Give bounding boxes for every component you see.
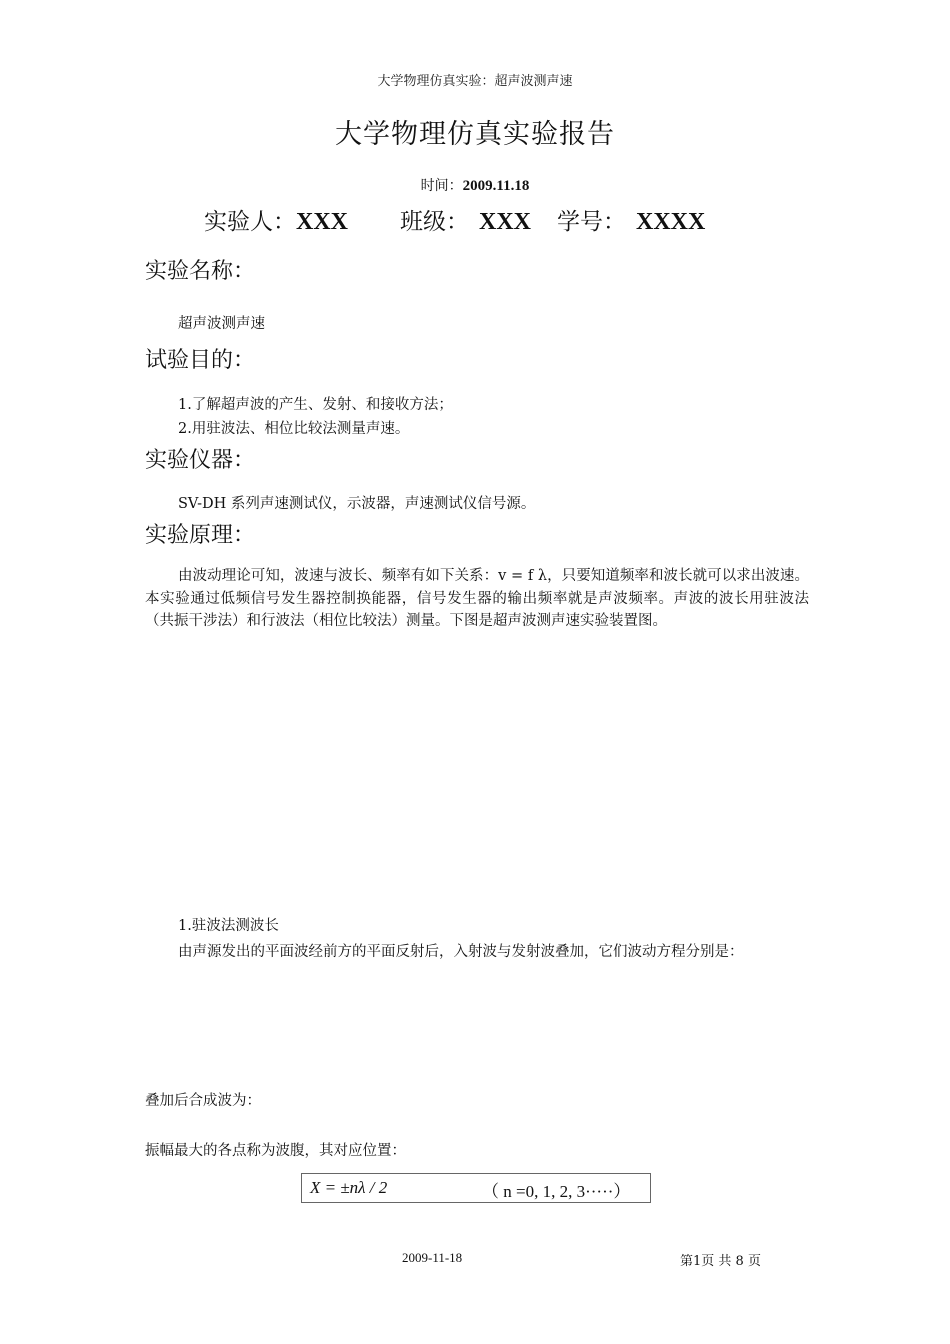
purpose-item-2: 2.用驻波法、相位比较法测量声速。 xyxy=(178,421,410,437)
section-heading-name: 实验名称： xyxy=(145,259,256,284)
class-label: 班级： xyxy=(400,209,469,235)
experiment-name-text: 超声波测声速 xyxy=(178,316,265,332)
footer-page-number: 第1页 共 8 页 xyxy=(680,1254,761,1269)
instruments-text: SV-DH 系列声速测试仪，示波器，声速测试仪信号源。 xyxy=(178,496,536,512)
antinode-formula-range: （ n =0, 1, 2, 3·····） xyxy=(482,1182,631,1201)
section-heading-instruments: 实验仪器： xyxy=(145,448,256,473)
standing-wave-subheading: 1.驻波法测波长 xyxy=(178,918,279,934)
report-date-line xyxy=(0,175,950,195)
antinode-formula-box xyxy=(301,1173,651,1203)
principle-paragraph: 由波动理论可知，波速与波长、频率有如下关系：v = f λ，只要知道频率和波长就可以求出波速。本实验通过低频信号发生器控制换能器，信号发生器的输出频率就是声波频率。声波的波长用驻波法（共振干涉法）和行波法（相位比较法）测量。下图是超声波测声速实验装置图。 xyxy=(145,568,809,630)
purpose-item-1: 1.了解超声波的产生、发射、和接收方法； xyxy=(178,397,453,413)
student-id-label: 学号： xyxy=(557,209,626,235)
report-title: 大学物理仿真实验报告 xyxy=(335,119,615,150)
superposition-text: 叠加后合成波为： xyxy=(145,1093,261,1109)
time-label: 时间： xyxy=(420,178,463,194)
time-value: 2009.11.18 xyxy=(462,178,530,194)
antinode-formula: X = ±nλ / 2 xyxy=(310,1178,388,1197)
experimenter-value: XXX xyxy=(296,209,348,235)
experimenter-label: 实验人： xyxy=(204,209,296,235)
class-value: XXX xyxy=(479,209,531,235)
standing-wave-text: 由声源发出的平面波经前方的平面反射后，入射波与发射波叠加，它们波动方程分别是： xyxy=(178,944,744,960)
section-heading-purpose: 试验目的： xyxy=(145,348,256,373)
student-id-value: XXXX xyxy=(636,209,706,235)
antinode-text: 振幅最大的各点称为波腹，其对应位置： xyxy=(145,1143,406,1159)
section-heading-principle: 实验原理： xyxy=(145,523,256,548)
experimenter-info-line xyxy=(204,203,705,236)
running-header: 大学物理仿真实验：超声波测声速 xyxy=(377,74,573,89)
footer-date: 2009-11-18 xyxy=(402,1250,463,1265)
